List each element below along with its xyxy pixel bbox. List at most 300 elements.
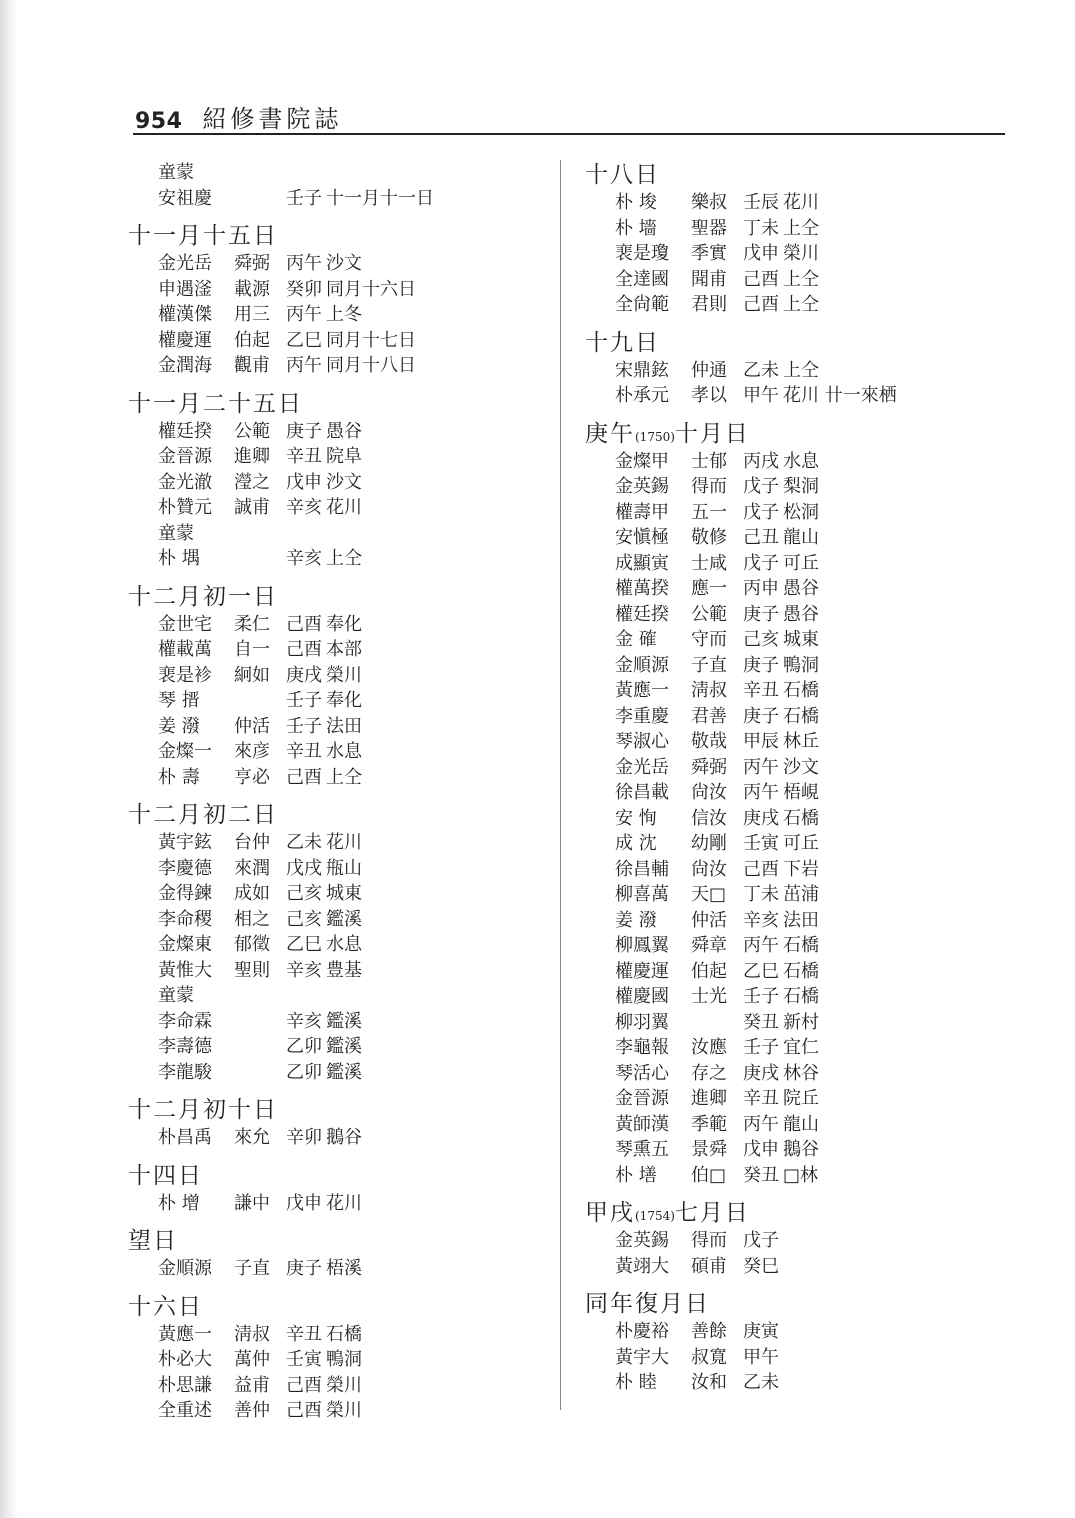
entry-birth-year: 壬寅 — [743, 833, 779, 854]
date-heading — [585, 1198, 1005, 1228]
entry-row — [158, 1034, 548, 1060]
entry-name: 金潤海 — [158, 355, 212, 376]
entry-place: 十一月十一日 — [326, 187, 434, 209]
entry-courtesy-name: 子直 — [234, 1258, 270, 1279]
entry-place: 宜仁 — [783, 1037, 819, 1058]
year-note: (1750) — [635, 429, 675, 444]
entry-name: 黃宇鉉 — [158, 832, 212, 853]
entry-row — [615, 216, 1005, 242]
entry-courtesy-name: 進卿 — [234, 446, 270, 467]
entry-name: 黃應一 — [615, 680, 669, 701]
page-number: 954 — [135, 109, 183, 134]
entry-list — [128, 251, 548, 379]
entry-place: 梧峴 — [783, 782, 819, 803]
entry-list — [128, 612, 548, 791]
entry-list — [585, 1228, 1005, 1279]
entry-name: 金得鍊 — [158, 883, 212, 904]
entry-birth-year: 乙巳 — [286, 329, 322, 351]
entry-name: 權壽甲 — [615, 501, 669, 523]
entry-row — [615, 1137, 1005, 1163]
entry-birth-year: 己亥 — [286, 883, 322, 904]
entry-place: 可丘 — [783, 833, 819, 854]
entry-courtesy-name: 仲活 — [234, 715, 270, 737]
entry-list — [585, 358, 1005, 409]
entry-courtesy-name: 進卿 — [691, 1088, 727, 1109]
entry-courtesy-name: 子直 — [691, 654, 727, 676]
entry-name: 李龍駿 — [158, 1061, 212, 1083]
entry-list — [128, 1322, 548, 1424]
entry-birth-year: 辛亥 — [286, 497, 322, 518]
entry-birth-year: 癸丑 — [743, 1164, 779, 1186]
entry-courtesy-name: 聖則 — [234, 959, 270, 981]
entry-birth-year: 甲午 — [743, 385, 779, 406]
entry-name: 黃宇大 — [615, 1346, 669, 1368]
entry-name: 琴 搢 — [158, 690, 200, 711]
entry-name: 金燦一 — [158, 741, 212, 762]
entry-courtesy-name: 成如 — [234, 883, 270, 904]
entry-row — [158, 856, 548, 882]
date-section — [585, 1198, 1005, 1279]
entry-courtesy-name: 守而 — [691, 629, 727, 650]
entry-courtesy-name: 相之 — [234, 908, 270, 930]
entry-courtesy-name: 敬修 — [691, 527, 727, 548]
date-heading-text: 十一月二十五日 — [128, 390, 303, 417]
right-column — [585, 160, 1005, 1406]
entry-name: 安祖慶 — [158, 187, 212, 209]
column-divider — [560, 160, 561, 1410]
entry-row — [158, 1060, 548, 1086]
entry-name: 琴活心 — [615, 1062, 669, 1084]
entry-row — [158, 302, 548, 328]
entry-row — [158, 251, 548, 277]
entry-birth-year: 己酉 — [743, 268, 779, 290]
date-section — [585, 1289, 1005, 1396]
entry-name: 金燦甲 — [615, 450, 669, 472]
entry-name: 朴必大 — [158, 1349, 212, 1370]
entry-place: 上仝 — [326, 766, 362, 788]
entry-courtesy-name: 景舜 — [691, 1139, 727, 1160]
date-heading-text: 同年復月日 — [585, 1291, 710, 1317]
entry-birth-year: 辛丑 — [286, 446, 322, 467]
page-header — [135, 100, 342, 134]
entry-place: 石橋 — [783, 705, 819, 727]
entry-courtesy-name: 樂叔 — [691, 192, 727, 213]
entry-place: 奉化 — [326, 613, 362, 635]
entry-place: 石橋 — [783, 986, 819, 1007]
entry-row — [615, 267, 1005, 293]
entry-row — [615, 449, 1005, 475]
entry-row — [158, 1398, 548, 1424]
date-heading-suffix: 十月日 — [674, 420, 750, 447]
entry-birth-year: 辛丑 — [286, 1323, 322, 1345]
entry-name: 全達國 — [615, 268, 669, 290]
entry-row — [615, 678, 1005, 704]
entry-sublabel: 童蒙 — [158, 985, 194, 1006]
entry-courtesy-name: 益甫 — [234, 1374, 270, 1396]
entry-place: 鴨洞 — [326, 1349, 362, 1370]
entry-courtesy-name: 舜章 — [691, 935, 727, 956]
entry-courtesy-name: 萬仲 — [234, 1349, 270, 1370]
entry-courtesy-name: 謙中 — [234, 1192, 270, 1214]
entry-place: 上仝 — [326, 548, 362, 569]
entry-name: 柳羽翼 — [615, 1011, 669, 1033]
entry-birth-year: 己亥 — [743, 629, 779, 650]
entry-birth-year: 癸丑 — [743, 1011, 779, 1033]
entry-birth-year: 丙午 — [286, 304, 322, 325]
entry-birth-year: 丁未 — [743, 217, 779, 239]
entry-name: 柳喜萬 — [615, 884, 669, 905]
entry-courtesy-name: 得而 — [691, 476, 727, 497]
entry-name: 李命霖 — [158, 1010, 212, 1032]
entry-name: 權萬揆 — [615, 578, 669, 599]
entry-row — [615, 780, 1005, 806]
entry-name: 權慶運 — [158, 329, 212, 351]
entry-place: 同月十六日 — [326, 278, 416, 300]
date-section — [128, 221, 548, 379]
entry-place: 梧溪 — [326, 1258, 362, 1279]
entry-name: 金英錫 — [615, 1230, 669, 1251]
entry-name: 權廷揆 — [615, 603, 669, 625]
book-title: 紹修書院誌 — [202, 105, 343, 133]
entry-row — [615, 1086, 1005, 1112]
entry-name: 姜 潑 — [615, 909, 657, 931]
entry-name: 徐昌載 — [615, 782, 669, 803]
entry-place: 沙文 — [326, 253, 362, 274]
entry-sublabel: 童蒙 — [158, 162, 194, 183]
entry-row — [158, 765, 548, 791]
entry-name: 全尙範 — [615, 294, 669, 315]
entry-birth-year: 丙戌 — [743, 450, 779, 472]
entry-courtesy-name: 尙汝 — [691, 782, 727, 803]
entry-birth-year: 戊子 — [743, 552, 779, 574]
entry-row — [158, 328, 548, 354]
entry-courtesy-name: 幼剛 — [691, 833, 727, 854]
entry-row — [615, 806, 1005, 832]
entry-list — [128, 1256, 548, 1282]
year-note: (1754) — [635, 1209, 675, 1223]
entry-row — [158, 932, 548, 958]
entry-row — [615, 627, 1005, 653]
entry-courtesy-name: 公範 — [234, 420, 270, 442]
entry-row — [158, 1322, 548, 1348]
date-heading — [585, 419, 1005, 449]
entry-row — [615, 729, 1005, 755]
entry-row — [615, 1319, 1005, 1345]
entry-row — [158, 186, 548, 212]
entry-list — [585, 449, 1005, 1189]
entry-birth-year: 戊子 — [743, 501, 779, 523]
entry-name: 權廷揆 — [158, 420, 212, 442]
entry-birth-year: 丙午 — [743, 782, 779, 803]
entry-birth-year: 辛卯 — [286, 1127, 322, 1148]
entry-row — [615, 551, 1005, 577]
entry-place: 榮川 — [783, 243, 819, 264]
entry-row — [615, 383, 1005, 409]
date-section — [585, 160, 1005, 318]
entry-place: 上仝 — [783, 217, 819, 239]
entry-list — [128, 1191, 548, 1217]
entry-birth-year: 庚子 — [743, 654, 779, 676]
entry-birth-year: 戊子 — [743, 476, 779, 497]
entry-courtesy-name: 舜弼 — [691, 756, 727, 778]
entry-name: 朴 墻 — [615, 217, 657, 239]
entry-name: 金光岳 — [158, 253, 212, 274]
entry-row — [615, 857, 1005, 883]
entry-courtesy-name: 汝應 — [691, 1037, 727, 1058]
entry-courtesy-name: 聖器 — [691, 217, 727, 239]
date-section — [128, 582, 548, 791]
entry-courtesy-name: 季實 — [691, 243, 727, 264]
entry-place: 花川 — [326, 1192, 362, 1214]
entry-place: 院丘 — [783, 1088, 819, 1109]
entry-place: 水息 — [783, 450, 819, 472]
entry-list — [128, 160, 548, 211]
entry-place: 院阜 — [326, 446, 362, 467]
date-heading — [128, 389, 548, 419]
entry-name: 金燦東 — [158, 934, 212, 955]
entry-birth-year: 戊申 — [743, 243, 779, 264]
entry-name: 姜 潑 — [158, 715, 200, 737]
entry-birth-year: 庚子 — [743, 705, 779, 727]
entry-courtesy-name: 士咸 — [691, 552, 727, 574]
entry-courtesy-name: 聞甫 — [691, 268, 727, 290]
entry-name: 李慶德 — [158, 857, 212, 879]
entry-birth-year: 己丑 — [743, 527, 779, 548]
header-rule — [133, 133, 1005, 135]
entry-name: 金晉源 — [158, 446, 212, 467]
entry-row — [615, 1228, 1005, 1254]
entry-place: 林谷 — [783, 1062, 819, 1084]
entry-row — [615, 882, 1005, 908]
entry-courtesy-name: 五一 — [691, 501, 727, 523]
entry-place: 水息 — [326, 934, 362, 955]
entry-place: 茁浦 — [783, 884, 819, 905]
entry-name: 金 確 — [615, 629, 657, 650]
entry-place: 上冬 — [326, 304, 362, 325]
entry-name: 成 沈 — [615, 833, 657, 854]
entry-name: 權載萬 — [158, 639, 212, 660]
entry-row — [615, 602, 1005, 628]
entry-name: 全重述 — [158, 1400, 212, 1421]
entry-courtesy-name: 自一 — [234, 639, 270, 660]
entry-place: 可丘 — [783, 552, 819, 574]
entry-name: 柳鳳翼 — [615, 935, 669, 956]
entry-list — [128, 419, 548, 572]
date-heading — [585, 1289, 1005, 1319]
entry-row — [158, 612, 548, 638]
entry-birth-year: 己酉 — [286, 613, 322, 635]
entry-row — [615, 1370, 1005, 1396]
entry-birth-year: 庚子 — [286, 420, 322, 442]
entry-name: 金英錫 — [615, 476, 669, 497]
left-column — [128, 160, 548, 1434]
entry-row — [615, 908, 1005, 934]
entry-birth-year: 壬子 — [286, 690, 322, 711]
entry-birth-year: 甲辰 — [743, 731, 779, 752]
date-heading-text: 十一月十五日 — [128, 223, 278, 249]
entry-courtesy-name: 瀅之 — [234, 471, 270, 493]
entry-name: 琴淑心 — [615, 731, 669, 752]
entry-list — [128, 1125, 548, 1151]
entry-courtesy-name: 伯起 — [691, 960, 727, 982]
entry-row — [615, 1035, 1005, 1061]
entry-row — [158, 881, 548, 907]
entry-courtesy-name: 來彦 — [234, 741, 270, 762]
entry-courtesy-name: 來潤 — [234, 857, 270, 879]
entry-courtesy-name: 公範 — [691, 603, 727, 625]
entry-place: 上仝 — [783, 294, 819, 315]
entry-row — [615, 292, 1005, 318]
entry-row — [158, 739, 548, 765]
entry-row — [615, 190, 1005, 216]
entry-birth-year: 戊申 — [286, 1192, 322, 1214]
entry-name: 琴熏五 — [615, 1139, 669, 1160]
entry-place: 龍山 — [783, 1113, 819, 1135]
entry-courtesy-name: 伯起 — [234, 329, 270, 351]
entry-row — [615, 500, 1005, 526]
entry-courtesy-name: 載源 — [234, 278, 270, 300]
entry-row — [615, 831, 1005, 857]
entry-list — [585, 1319, 1005, 1396]
entry-place: 法田 — [783, 909, 819, 931]
date-heading — [128, 221, 548, 251]
entry-row — [615, 1010, 1005, 1036]
entry-row — [615, 704, 1005, 730]
entry-name: 朴 睦 — [615, 1372, 657, 1393]
entry-name: 金世宅 — [158, 613, 212, 635]
entry-birth-year: 壬辰 — [743, 192, 779, 213]
entry-birth-year: 庚寅 — [743, 1321, 779, 1342]
entry-courtesy-name: 淸叔 — [234, 1323, 270, 1345]
entry-place: 奉化 — [326, 690, 362, 711]
entry-place: 榮川 — [326, 1400, 362, 1421]
entry-name: 黃應一 — [158, 1323, 212, 1345]
entry-place: 鵝谷 — [783, 1139, 819, 1160]
entry-row — [158, 1191, 548, 1217]
entry-courtesy-name: 得而 — [691, 1230, 727, 1251]
entry-birth-year: 辛亥 — [286, 959, 322, 981]
entry-place: 鑑溪 — [326, 1061, 362, 1083]
entry-birth-year: 己酉 — [286, 1374, 322, 1396]
entry-row — [158, 419, 548, 445]
entry-place: 石橋 — [783, 680, 819, 701]
entry-name: 申遇滏 — [158, 278, 212, 300]
date-heading — [128, 1095, 548, 1125]
entry-name: 權漢傑 — [158, 304, 212, 325]
entry-name: 朴 堣 — [158, 548, 200, 569]
entry-row — [615, 959, 1005, 985]
entry-birth-year: 壬子 — [286, 187, 322, 209]
date-heading-text: 十四日 — [128, 1162, 203, 1189]
entry-name: 朴 壽 — [158, 766, 200, 788]
entry-courtesy-name: 仲活 — [691, 909, 727, 931]
entry-name: 安 恂 — [615, 807, 657, 829]
entry-birth-year: 丙午 — [743, 935, 779, 956]
entry-birth-year: 戊戌 — [286, 857, 322, 879]
entry-birth-year: 辛丑 — [286, 741, 322, 762]
entry-place: 同月十八日 — [326, 355, 416, 376]
entry-name: 裵是瓊 — [615, 243, 669, 264]
entry-place: 鑑溪 — [326, 908, 362, 930]
entry-row — [158, 1373, 548, 1399]
entry-place: 石橋 — [783, 807, 819, 829]
entry-name: 徐昌輔 — [615, 858, 669, 880]
entry-birth-year: 庚戌 — [743, 807, 779, 829]
entry-birth-year: 癸巳 — [743, 1255, 779, 1277]
entry-place: 龍山 — [783, 527, 819, 548]
entry-birth-year: 丙午 — [743, 1113, 779, 1135]
entry-courtesy-name: 觀甫 — [234, 355, 270, 376]
entry-place: 甁山 — [326, 857, 362, 879]
entry-courtesy-name: 用三 — [234, 304, 270, 325]
date-section — [585, 328, 1005, 409]
entry-name: 朴思謙 — [158, 1374, 212, 1396]
entry-place: 鵝谷 — [326, 1127, 362, 1148]
entry-courtesy-name: 汝和 — [691, 1372, 727, 1393]
entry-place: 梨洞 — [783, 476, 819, 497]
entry-name: 成顯寅 — [615, 552, 669, 574]
entry-place: 花川 — [326, 832, 362, 853]
date-heading-text: 十八日 — [585, 162, 660, 188]
entry-name: 李重慶 — [615, 705, 669, 727]
entry-place: 林丘 — [783, 731, 819, 752]
date-heading-suffix: 七月日 — [674, 1200, 750, 1226]
date-heading — [128, 800, 548, 830]
entry-place: 上仝 — [783, 359, 819, 381]
entry-courtesy-name: 天□ — [691, 884, 727, 905]
entry-courtesy-name: 誠甫 — [234, 497, 270, 518]
entry-birth-year: 辛丑 — [743, 1088, 779, 1109]
entry-birth-year: 己酉 — [286, 1400, 322, 1421]
entry-sublabel: 童蒙 — [158, 522, 194, 544]
entry-place: 花川 — [326, 497, 362, 518]
entry-place: 石橋 — [326, 1323, 362, 1345]
entry-courtesy-name: 存之 — [691, 1062, 727, 1084]
date-heading-text: 十九日 — [585, 329, 660, 356]
entry-row — [158, 958, 548, 984]
scan-edge-shadow — [0, 0, 18, 1518]
entry-place: 鴨洞 — [783, 654, 819, 676]
entry-birth-year: 乙未 — [743, 1372, 779, 1393]
entry-place: 沙文 — [326, 471, 362, 493]
entry-place: □林 — [783, 1164, 819, 1186]
entry-birth-year: 辛亥 — [286, 548, 322, 569]
entry-row — [158, 1125, 548, 1151]
date-section — [585, 419, 1005, 1189]
entry-birth-year: 己酉 — [743, 858, 779, 880]
entry-birth-year: 丁未 — [743, 884, 779, 905]
entry-birth-year: 辛亥 — [743, 909, 779, 931]
entry-row — [158, 277, 548, 303]
entry-row — [615, 1345, 1005, 1371]
entry-birth-year: 己亥 — [286, 908, 322, 930]
entry-row — [615, 1163, 1005, 1189]
entry-birth-year: 辛丑 — [743, 680, 779, 701]
entry-place: 沙文 — [783, 756, 819, 778]
date-heading — [585, 160, 1005, 190]
date-section — [128, 1226, 548, 1282]
entry-row — [158, 907, 548, 933]
entry-courtesy-name: 孝以 — [691, 385, 727, 406]
entry-row — [158, 444, 548, 470]
entry-place: 城東 — [326, 883, 362, 904]
date-heading — [585, 328, 1005, 358]
entry-row — [158, 663, 548, 689]
entry-birth-year: 癸卯 — [286, 278, 322, 300]
date-section — [128, 160, 548, 211]
entry-place: 新村 — [783, 1011, 819, 1033]
entry-birth-year: 己酉 — [743, 294, 779, 315]
